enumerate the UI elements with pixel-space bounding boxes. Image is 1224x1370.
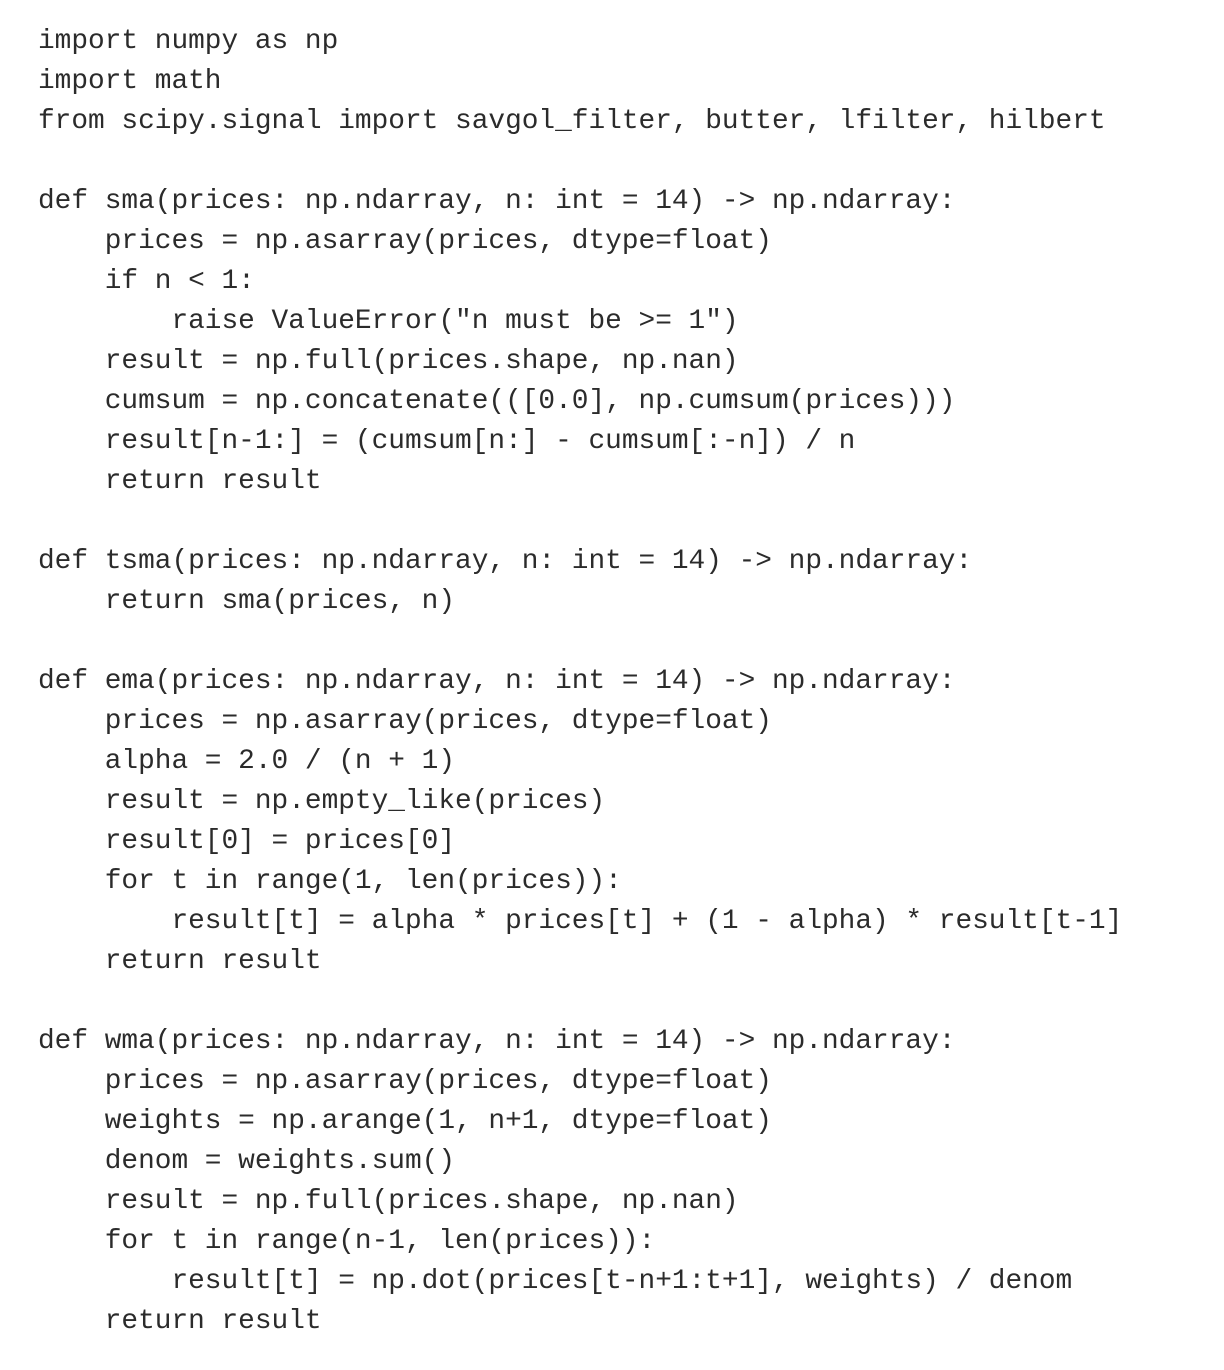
code-line [38, 622, 1122, 662]
code-line: return sma(prices, n) [38, 586, 456, 617]
code-line: from scipy.signal import savgol_filter, butter, lfilter, hilbert [38, 106, 1106, 137]
code-line: return result [38, 466, 322, 497]
code-line [38, 982, 1122, 1022]
code-line: result[n-1:] = (cumsum[n:] - cumsum[:-n]) / n [38, 426, 856, 457]
code-line: def sma(prices: np.ndarray, n: int = 14) -> np.ndarray: [38, 186, 956, 217]
code-line: raise ValueError("n must be >= 1") [38, 306, 739, 337]
code-line: alpha = 2.0 / (n + 1) [38, 746, 456, 777]
code-line: result[t] = np.dot(prices[t-n+1:t+1], weights) / denom [38, 1266, 1073, 1297]
code-block [38, 22, 1122, 1342]
code-line: def tsma(prices: np.ndarray, n: int = 14) -> np.ndarray: [38, 546, 973, 577]
code-line: def ema(prices: np.ndarray, n: int = 14) -> np.ndarray: [38, 666, 956, 697]
code-line: import numpy as np [38, 26, 339, 57]
code-line: result = np.full(prices.shape, np.nan) [38, 1186, 739, 1217]
code-line: for t in range(n-1, len(prices)): [38, 1226, 656, 1257]
code-line: if n < 1: [38, 266, 255, 297]
code-line [38, 502, 1122, 542]
code-line: import math [38, 66, 222, 97]
code-line [38, 142, 1122, 182]
code-line: denom = weights.sum() [38, 1146, 456, 1177]
code-line: result = np.full(prices.shape, np.nan) [38, 346, 739, 377]
code-line: return result [38, 1306, 322, 1337]
code-line: cumsum = np.concatenate(([0.0], np.cumsum(prices))) [38, 386, 956, 417]
code-line: result = np.empty_like(prices) [38, 786, 606, 817]
code-line: for t in range(1, len(prices)): [38, 866, 622, 897]
code-line: result[t] = alpha * prices[t] + (1 - alpha) * result[t-1] [38, 906, 1123, 937]
code-line: return result [38, 946, 322, 977]
code-line: prices = np.asarray(prices, dtype=float) [38, 1066, 772, 1097]
code-line: result[0] = prices[0] [38, 826, 456, 857]
code-line: prices = np.asarray(prices, dtype=float) [38, 706, 772, 737]
code-line: weights = np.arange(1, n+1, dtype=float) [38, 1106, 772, 1137]
code-line: prices = np.asarray(prices, dtype=float) [38, 226, 772, 257]
code-line: def wma(prices: np.ndarray, n: int = 14) -> np.ndarray: [38, 1026, 956, 1057]
